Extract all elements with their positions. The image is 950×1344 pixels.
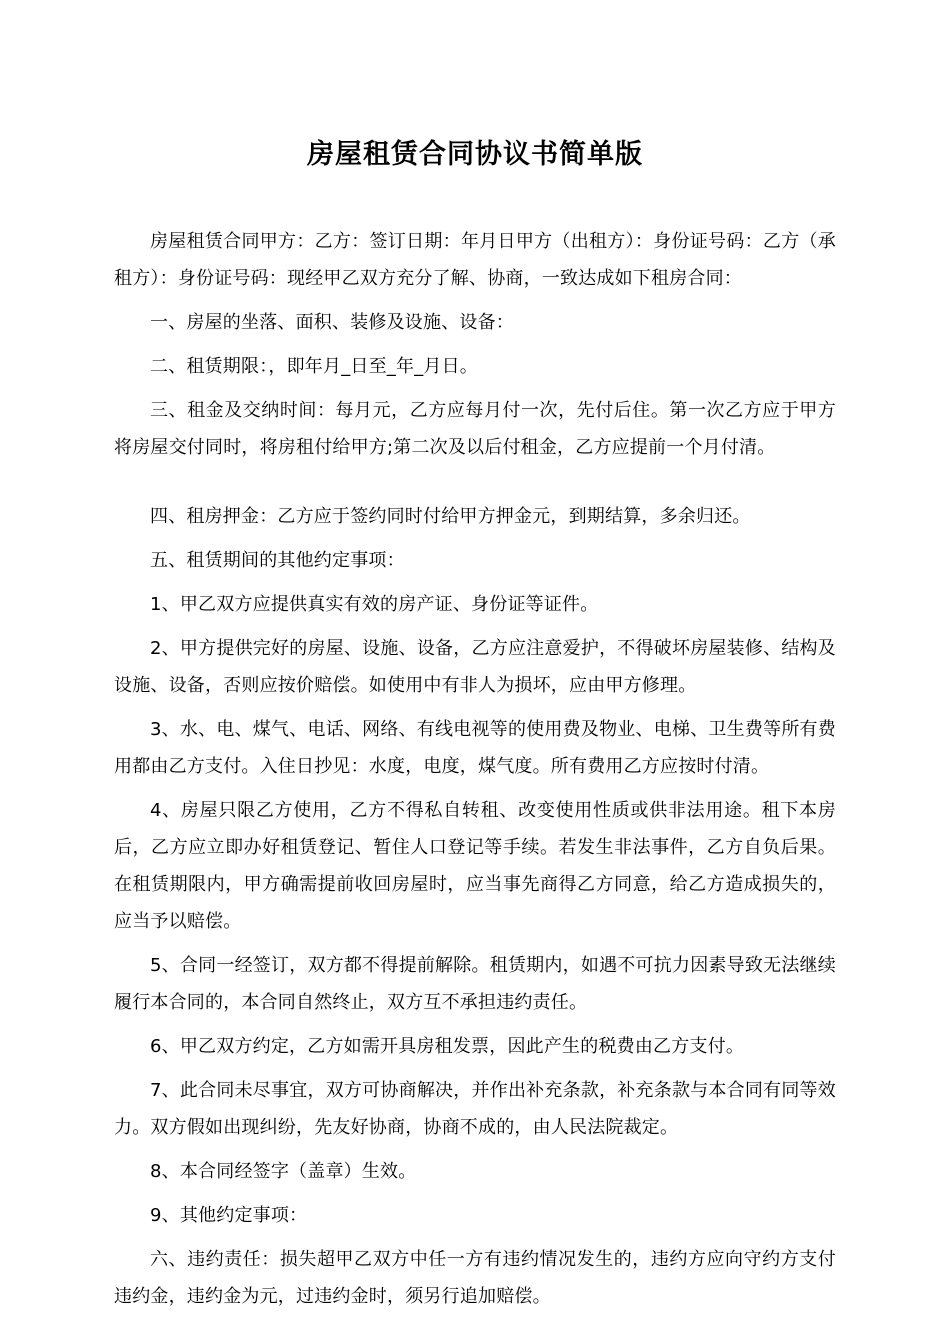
item-5-early-termination: 5、合同一经签订，双方都不得提前解除。租赁期内，如遇不可抗力因素导致无法继续履行本合同的，本合同自然终止，双方互不承担违约责任。 xyxy=(114,955,836,1013)
clause-4-deposit: 四、租房押金：乙方应于签约同时付给甲方押金元，到期结算，多余归还。 xyxy=(150,506,751,527)
item-7-supplementary-terms: 7、此合同未尽事宜，双方可协商解决，并作出补充条款，补充条款与本合同有同等效力。双方假如出现纠纷，先友好协商，协商不成的，由人民法院裁定。 xyxy=(114,1080,836,1138)
document-title: 房屋租赁合同协议书简单版 xyxy=(307,139,643,170)
item-2-facilities-care: 2、甲方提供完好的房屋、设施、设备，乙方应注意爱护，不得破坏房屋装修、结构及设施、设备，否则应按价赔偿。如使用中有非人为损坏，应由甲方修理。 xyxy=(114,638,836,696)
intro-paragraph: 房屋租赁合同甲方：乙方：签订日期：年月日甲方（出租方）：身份证号码：乙方（承租方）：身份证号码：现经甲乙双方充分了解、协商，一致达成如下租房合同： xyxy=(114,231,836,289)
clause-6-breach-liability: 六、违约责任：损失超甲乙双方中任一方有违约情况发生的，违约方应向守约方支付违约金，违约金为元，过违约金时，须另行追加赔偿。 xyxy=(114,1249,836,1307)
clause-3-rent-payment: 三、租金及交纳时间：每月元，乙方应每月付一次，先付后住。第一次乙方应于甲方将房屋交付同时，将房租付给甲方;第二次及以后付租金，乙方应提前一个月付清。 xyxy=(114,400,836,458)
clause-1-house-location: 一、房屋的坐落、面积、装修及设施、设备： xyxy=(150,312,514,333)
item-1-certificates: 1、甲乙双方应提供真实有效的房产证、身份证等证件。 xyxy=(150,594,599,615)
clause-5-other-agreements-heading: 五、租赁期间的其他约定事项： xyxy=(150,550,405,571)
item-6-invoice-tax: 6、甲乙双方约定，乙方如需开具房租发票，因此产生的税费由乙方支付。 xyxy=(150,1036,745,1057)
item-4-usage-restrictions: 4、房屋只限乙方使用，乙方不得私自转租、改变使用性质或供非法用途。租下本房后，乙方应立即办好租赁登记、暂住人口登记等手续。若发生非法事件，乙方自负后果。在租赁期限内，甲方确需提前收回房屋时，应当事先商得乙方同意，给乙方造成损失的，应当予以赔偿。 xyxy=(114,800,836,932)
item-9-other-matters: 9、其他约定事项： xyxy=(150,1205,308,1226)
item-8-signature-effective: 8、本合同经签字（盖章）生效。 xyxy=(150,1161,417,1182)
clause-2-lease-term: 二、租赁期限：，即年月_日至_年_月日。 xyxy=(150,356,478,377)
item-3-utilities-fees: 3、水、电、煤气、电话、网络、有线电视等的使用费及物业、电梯、卫生费等所有费用都由乙方支付。入住日抄见：水度，电度，煤气度。所有费用乙方应按时付清。 xyxy=(114,719,836,777)
